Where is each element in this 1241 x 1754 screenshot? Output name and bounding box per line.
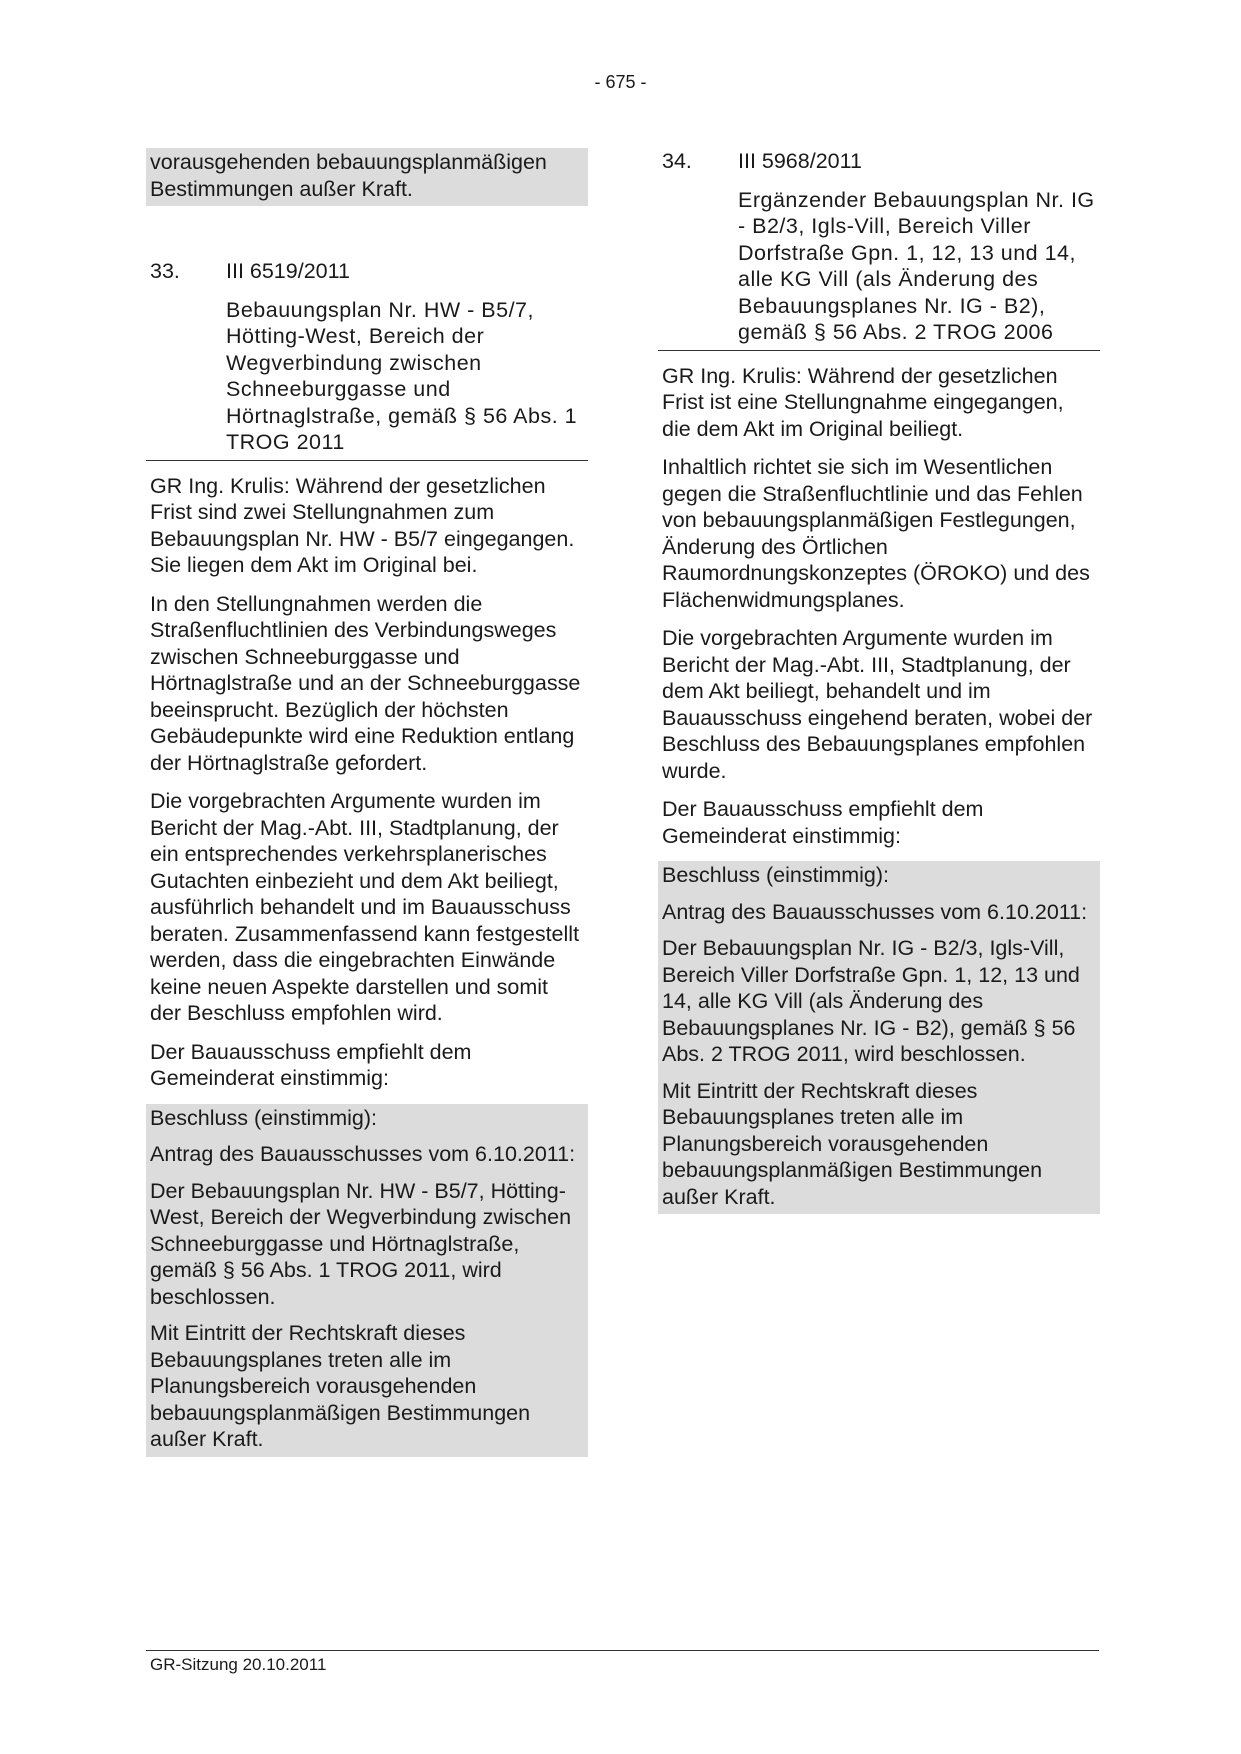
- item-34-title: Ergänzender Bebauungsplan Nr. IG - B2/3, Igls-Vill, Bereich Viller Dorfstraße Gpn. 1, 12, 13 und 14, alle KG Vill (als Änderung des Bebauungsplanes Nr. IG - B2), gemäß § 56 Abs. 2 TROG 2006: [658, 187, 1100, 351]
- resolution-text: Der Bebauungsplan Nr. HW - B5/7, Hötting-West, Bereich der Wegverbindung zwischen Schneeburggasse und Hörtnaglstraße, gemäß § 56 Abs. 1 TROG 2011, wird beschlossen.: [150, 1178, 572, 1309]
- carryover-text: vorausgehenden bebauungsplanmäßigen Bestimmungen außer Kraft.: [150, 150, 547, 201]
- resolution-box: [146, 1104, 588, 1457]
- paragraph: Die vorgebrachten Argumente wurden im Bericht der Mag.-Abt. III, Stadtplanung, der ein entsprechendes verkehrsplanerisches Gutachten einbezieht und dem Akt beiliegt, ausführlich behandelt und im Bauausschuss beraten. Zusammenfassend kann festgestellt werden, dass die eingebrachten Einwände keine neuen Aspekte darstellen und somit der Beschluss empfohlen wird.: [150, 789, 580, 1025]
- page-number: - 675 -: [594, 72, 647, 92]
- paragraph: Inhaltlich richtet sie sich im Wesentlichen gegen die Straßenfluchtlinie und das Fehlen von bebauungsplanmäßigen Festlegungen, Änderung des Örtlichen Raumordnungskonzeptes (ÖROKO) und des Flächenwidmungsplanes.: [662, 455, 1090, 612]
- footer-divider: [146, 1650, 1099, 1651]
- resolution-text: Mit Eintritt der Rechtskraft dieses Bebauungsplanes treten alle im Planungsbereich vorausgehenden bebauungsplanmäßigen Bestimmungen außer Kraft.: [662, 1078, 1043, 1209]
- item-34-header: [658, 148, 1100, 175]
- paragraph: Die vorgebrachten Argumente wurden im Bericht der Mag.-Abt. III, Stadtplanung, der dem Akt beiliegt, behandelt und im Bauausschuss eingehend beraten, wobei der Beschluss des Bebauungsplanes empfohlen wurde.: [662, 626, 1093, 783]
- resolution-heading: Beschluss (einstimmig):: [662, 863, 889, 887]
- item-number: 33.: [150, 259, 180, 283]
- resolution-motion: Antrag des Bauausschusses vom 6.10.2011:: [662, 899, 1088, 924]
- paragraph: Der Bauausschuss empfiehlt dem Gemeinderat einstimmig:: [662, 797, 984, 848]
- carryover-box: [146, 148, 588, 206]
- item-33-title: Bebauungsplan Nr. HW - B5/7, Hötting-West, Bereich der Wegverbindung zwischen Schneeburggasse und Hörtnaglstraße, gemäß § 56 Abs. 1 TROG 2011: [146, 297, 588, 461]
- item-reference: III 6519/2011: [226, 259, 350, 283]
- resolution-box: [658, 861, 1100, 1214]
- item-reference: III 5968/2011: [738, 149, 862, 173]
- right-column: [658, 148, 1100, 1214]
- paragraph: In den Stellungnahmen werden die Straßenfluchtlinien des Verbindungsweges zwischen Schneeburggasse und Hörtnaglstraße und an der Schneeburggasse beeinsprucht. Bezüglich der höchsten Gebäudepunkte wird eine Reduktion entlang der Hörtnaglstraße gefordert.: [150, 591, 581, 775]
- paragraph: GR Ing. Krulis: Während der gesetzlichen Frist sind zwei Stellungnahmen zum Bebauungsplan Nr. HW - B5/7 eingegangen. Sie liegen dem Akt im Original bei.: [150, 473, 575, 577]
- resolution-heading: Beschluss (einstimmig):: [150, 1105, 377, 1130]
- left-column: [146, 148, 588, 1457]
- footer-session-date: GR-Sitzung 20.10.2011: [150, 1655, 327, 1674]
- item-number: 34.: [662, 149, 692, 173]
- item-33-header: [146, 258, 588, 285]
- resolution-text: Mit Eintritt der Rechtskraft dieses Bebauungsplanes treten alle im Planungsbereich vorausgehenden bebauungsplanmäßigen Bestimmungen außer Kraft.: [150, 1321, 531, 1451]
- resolution-motion: Antrag des Bauausschusses vom 6.10.2011:: [150, 1142, 576, 1166]
- paragraph: GR Ing. Krulis: Während der gesetzlichen Frist ist eine Stellungnahme eingegangen, die dem Akt im Original beiliegt.: [662, 363, 1064, 441]
- paragraph: Der Bauausschuss empfiehlt dem Gemeinderat einstimmig:: [150, 1039, 472, 1090]
- resolution-text: Der Bebauungsplan Nr. IG - B2/3, Igls-Vill, Bereich Viller Dorfstraße Gpn. 1, 12, 13 und 14, alle KG Vill (als Änderung des Bebauungsplanes Nr. IG - B2), gemäß § 56 Abs. 2 TROG 2011, wird beschlossen.: [662, 936, 1080, 1066]
